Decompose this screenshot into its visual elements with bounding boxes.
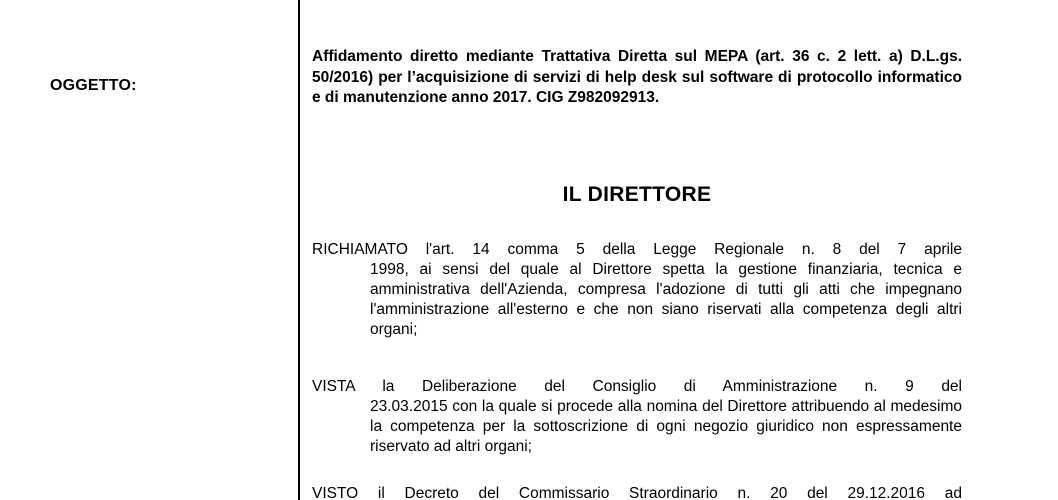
column-divider — [298, 0, 300, 500]
paragraph-visto — [312, 484, 962, 500]
subject-label: OGGETTO: — [50, 77, 137, 94]
paragraph-continuation: 1998, ai sensi del quale al Direttore spetta la gestione finanziaria, tecnica e amministrativa dell'Azienda, compresa l'adozione di tutti gli atti che impegnano l'amministrazione all'esterno e che non siano riservati alla competenza degli altri organi; — [370, 261, 962, 338]
paragraph-first-line: VISTO il Decreto del Commissario Straordinario n. 20 del 29.12.2016 ad — [312, 485, 962, 500]
document-title: IL DIRETTORE — [562, 183, 712, 206]
subject-text: Affidamento diretto mediante Trattativa Diretta sul MEPA (art. 36 c. 2 lett. a) D.L.gs. 50/2016) per l’acquisizione di servizi di help desk sul software di protocollo informatico e di manutenzione anno 2017. CIG Z982092913. — [312, 48, 962, 106]
paragraph-continuation: 23.03.2015 con la quale si procede alla nomina del Direttore attribuendo al medesimo la competenza per la sottoscrizione di ogni negozio giuridico non espressamente riservato ad altri organi; — [370, 398, 962, 455]
paragraph-first-line: RICHIAMATO l'art. 14 comma 5 della Legge Regionale n. 8 del 7 aprile — [312, 241, 962, 258]
paragraph-first-line: VISTA la Deliberazione del Consiglio di Amministrazione n. 9 del — [312, 378, 962, 395]
paragraph-richiamato — [312, 240, 962, 340]
paragraph-vista — [312, 377, 962, 457]
